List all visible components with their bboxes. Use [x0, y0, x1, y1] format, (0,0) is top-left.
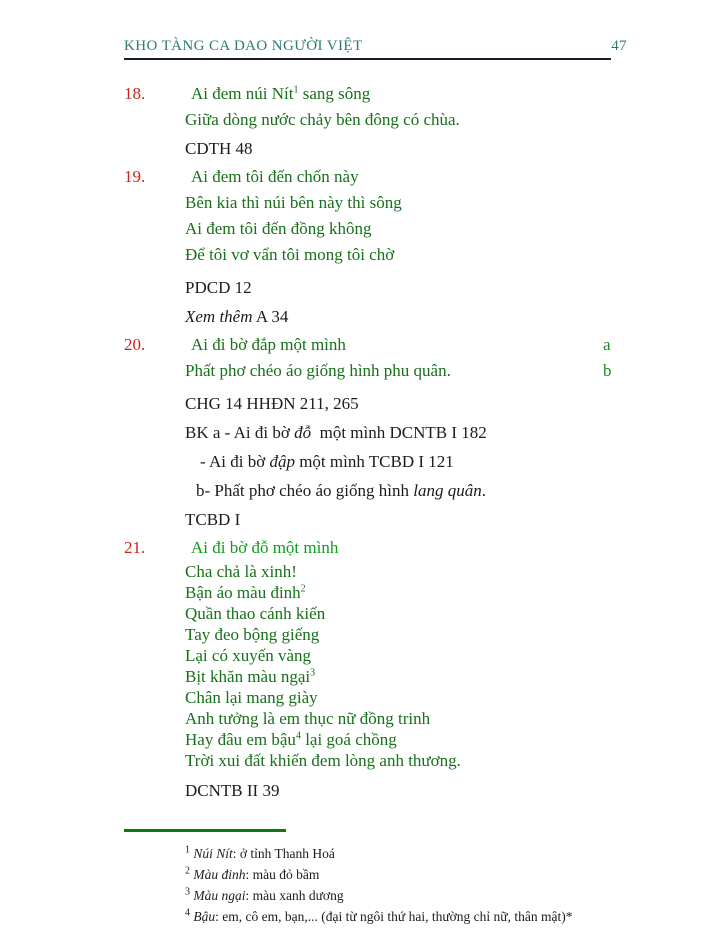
footnote-separator [124, 829, 286, 832]
entry-line [124, 358, 627, 384]
entry-number: 20. [124, 335, 146, 354]
line-text [185, 332, 346, 358]
entry-line [124, 687, 627, 708]
text-segment: Bậu [193, 909, 216, 924]
text-segment: đỗ [294, 423, 312, 442]
line-text [185, 449, 454, 475]
entry-number [124, 624, 185, 645]
text-segment: : màu xanh dương [245, 888, 344, 903]
text-segment: Ai đi bờ đỗ một mình [191, 538, 339, 557]
line-text [185, 420, 487, 446]
entry-number: 21. [124, 538, 146, 557]
line-text [185, 645, 311, 666]
entry-line [124, 750, 627, 771]
text-segment: Bên kia thì núi bên này thì sông [185, 193, 402, 212]
text-segment: Cha chả là xinh! [185, 562, 297, 581]
entry-line [124, 666, 627, 687]
page-header [124, 38, 627, 55]
text-segment: lang quân [413, 481, 482, 500]
footnote-ref: 2 [300, 583, 306, 595]
running-title: KHO TÀNG CA DAO NGƯỜI VIỆT [124, 38, 363, 54]
text-segment: TCBD I [185, 510, 241, 529]
entry-number [124, 136, 185, 162]
entry-line [124, 190, 627, 216]
footnotes [124, 843, 627, 927]
entry-number [124, 729, 185, 750]
line-text [185, 304, 288, 330]
entry-line [124, 304, 627, 330]
entry-line [124, 242, 627, 268]
footnote-ref: 4 [295, 730, 301, 742]
entry-line [124, 391, 627, 417]
line-text [185, 190, 402, 216]
text-segment: PDCD 12 [185, 278, 252, 297]
text-segment: . [481, 481, 486, 500]
text-segment: b- Phất phơ chéo áo giống hình [196, 481, 414, 500]
text-segment: Ai đem tôi đến chốn này [191, 167, 359, 186]
line-text [185, 582, 306, 603]
line-text [185, 603, 325, 624]
line-text [185, 624, 319, 645]
line-text [185, 535, 338, 561]
entry-number [124, 666, 185, 687]
entries [124, 81, 627, 804]
line-text [185, 216, 372, 242]
entry-number [124, 190, 185, 216]
text-segment: Màu đinh [193, 867, 246, 882]
footnote-line [185, 864, 627, 885]
entry-number [124, 778, 185, 804]
text-segment: Lại có xuyến vàng [185, 646, 312, 665]
entry-number [124, 582, 185, 603]
text-segment: sang sông [298, 84, 371, 103]
text-segment: Quần thao cánh kiến [185, 604, 326, 623]
footnote-ref: 1 [293, 84, 299, 96]
entry-line [124, 645, 627, 666]
footnote-line [185, 906, 627, 927]
entry-line [124, 216, 627, 242]
line-text [185, 478, 486, 504]
text-segment: : em, cô em, bạn,... (đại từ ngôi thứ hai, thường chỉ nữ, thân mật)* [215, 909, 573, 924]
page-number: 47 [611, 38, 627, 54]
line-text [185, 358, 451, 384]
line-text [185, 729, 397, 750]
footnote-line [185, 843, 627, 864]
entry-line [124, 420, 627, 446]
entry-line [124, 708, 627, 729]
entry-start-line [124, 81, 627, 107]
text-segment: Phất phơ chéo áo giống hình phu quân. [185, 361, 451, 380]
entry-number [124, 561, 185, 582]
line-text [185, 708, 430, 729]
footnote-line [185, 885, 627, 906]
entry-line [124, 478, 627, 504]
text-segment: Anh tưởng là em thục nữ đồng trinh [185, 709, 431, 728]
entry-line [124, 729, 627, 750]
text-segment: BK a - Ai đi bờ [185, 423, 295, 442]
line-text [185, 275, 252, 301]
footnote-ref: 3 [310, 667, 316, 679]
text-segment: Trời xui đất khiến đem lòng anh thương. [185, 751, 461, 770]
footnote-ref: 2 [185, 865, 190, 877]
entry-number: 18. [124, 84, 146, 103]
entry-start-line [124, 332, 627, 358]
text-segment: A 34 [252, 307, 289, 326]
entry-line [124, 507, 627, 533]
text-segment: Tay đeo bộng giếng [185, 625, 320, 644]
text-segment: - Ai đi bờ [200, 452, 270, 471]
entry-line [124, 561, 627, 582]
text-segment: lại goá chồng [300, 730, 397, 749]
text-segment: Để tôi vơ vẩn tôi mong tôi chờ [185, 245, 395, 264]
entry-number [124, 358, 185, 384]
text-segment: Ai đi bờ đắp một mình [191, 335, 346, 354]
text-segment: : ở tỉnh Thanh Hoá [232, 846, 335, 861]
text-segment: CHG 14 HHĐN 211, 265 [185, 394, 359, 413]
entry-number [124, 687, 185, 708]
text-segment: một mình DCNTB I 182 [311, 423, 487, 442]
entry-number: 19. [124, 167, 146, 186]
entry-line [124, 107, 627, 133]
entry-number [124, 242, 185, 268]
line-text [185, 750, 461, 771]
line-text [185, 107, 460, 133]
text-segment: đập [269, 452, 295, 471]
entry-number [124, 275, 185, 301]
text-segment: Chân lại mang giày [185, 688, 318, 707]
text-segment: Hay đâu em bậu [185, 730, 296, 749]
entry-number [124, 478, 185, 504]
text-segment: Màu ngại [193, 888, 246, 903]
entry-number [124, 603, 185, 624]
text-segment: Xem thêm [185, 307, 253, 326]
footnote-ref: 4 [185, 907, 190, 919]
entry-number [124, 645, 185, 666]
footnote-ref: 3 [185, 886, 190, 898]
entry-number [124, 420, 185, 446]
entry-start-line [124, 164, 627, 190]
footnote-ref: 1 [185, 844, 190, 856]
line-text [185, 561, 297, 582]
variant-label: b [603, 361, 612, 380]
entry-number [124, 107, 185, 133]
text-segment: Giữa dòng nước chảy bên đông có chùa. [185, 110, 460, 129]
text-segment: Ai đem núi Nít [191, 84, 294, 103]
line-text [185, 507, 240, 533]
text-segment: CDTH 48 [185, 139, 253, 158]
entry-number [124, 708, 185, 729]
line-text [185, 778, 279, 804]
entry-line [124, 624, 627, 645]
entry-number [124, 507, 185, 533]
entry-number [124, 216, 185, 242]
entry-number [124, 304, 185, 330]
text-segment: Bận áo màu đinh [185, 583, 301, 602]
line-text [185, 136, 253, 162]
text-segment: Bịt khăn màu ngại [185, 667, 311, 686]
line-text [185, 164, 359, 190]
text-segment: Núi Nít [193, 846, 233, 861]
entry-line [124, 136, 627, 162]
entry-number [124, 449, 185, 475]
entry-number [124, 391, 185, 417]
text-segment: một mình TCBD I 121 [294, 452, 454, 471]
line-text [185, 81, 370, 107]
line-text [185, 666, 315, 687]
header-rule [124, 58, 611, 60]
variant-label: a [603, 335, 611, 354]
line-text [185, 391, 359, 417]
entry-line [124, 582, 627, 603]
text-segment: : màu đỏ bầm [245, 867, 320, 882]
entry-number [124, 750, 185, 771]
line-text [185, 242, 394, 268]
entry-line [124, 275, 627, 301]
entry-line [124, 778, 627, 804]
text-segment: DCNTB II 39 [185, 781, 280, 800]
entry-start-line [124, 535, 627, 561]
line-text [185, 687, 318, 708]
text-segment: Ai đem tôi đến đồng không [185, 219, 372, 238]
entry-line [124, 603, 627, 624]
entry-line [124, 449, 627, 475]
